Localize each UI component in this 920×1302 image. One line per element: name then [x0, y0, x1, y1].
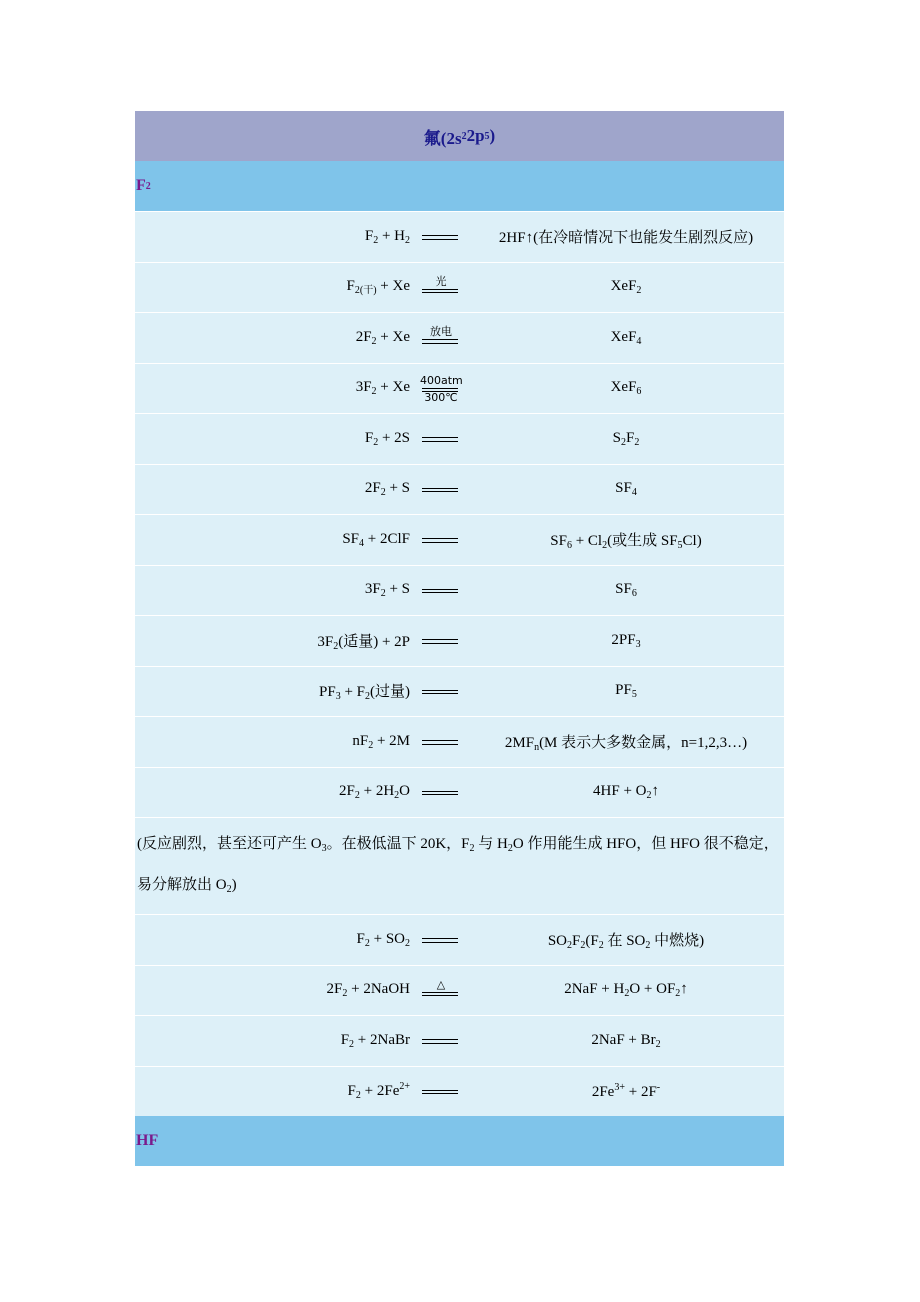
reaction-row [135, 914, 784, 965]
reaction-condition-bottom: 300℃ [424, 390, 458, 404]
reaction-equals-sign [420, 577, 462, 605]
reactants [317, 630, 410, 652]
formula-part: 6 [566, 539, 572, 551]
formula-part: (或生成 SF [607, 532, 678, 549]
equals-bar [422, 794, 458, 795]
formula-part: + Xe [376, 278, 410, 295]
equals-bar [422, 437, 458, 438]
formula-part: F [356, 930, 365, 947]
equals-bar [422, 992, 458, 993]
formula-part: + 2H [359, 783, 395, 800]
reactants [342, 531, 410, 549]
formula-part: 2F [355, 328, 372, 345]
reaction-row [135, 211, 784, 262]
products [466, 581, 786, 599]
reactants [347, 278, 410, 296]
reactants [356, 329, 410, 347]
equals-bar [422, 235, 458, 236]
formula-part: 2PF [611, 631, 636, 648]
formula-part: 2 [373, 234, 379, 246]
equals-bar [422, 1039, 458, 1040]
formula-part: SF [550, 532, 567, 549]
formula-part: + 2M [373, 732, 410, 749]
reactants [352, 733, 410, 751]
reaction-equals-sign [420, 678, 462, 706]
equals-bar [422, 488, 458, 489]
formula-part: 5 [677, 539, 683, 551]
formula-part: 2NaF + H [564, 981, 625, 998]
formula-part: 2 [333, 640, 339, 652]
formula-part: + 2F [624, 1083, 657, 1100]
formula-part: 2HF↑(在冷暗情况下也能发生剧烈反应) [498, 230, 754, 247]
reaction-row [135, 965, 784, 1016]
products [466, 1032, 786, 1050]
reaction-condition-top: 放电 [430, 325, 452, 338]
reaction-equals-sign [420, 728, 462, 756]
formula-part: XeF [610, 379, 637, 396]
equals-bar [422, 343, 458, 344]
reaction-condition-top: 光 [435, 274, 447, 288]
formula-part: 2 [598, 939, 604, 951]
formula-part: 2 [371, 386, 377, 398]
formula-part: 在 SO [603, 932, 646, 949]
formula-part: 2 [342, 988, 348, 1000]
equals-bar [422, 589, 458, 590]
equals-bar [422, 643, 458, 644]
formula-part: 2+ [399, 1081, 410, 1093]
formula-part: 2 [675, 988, 681, 1000]
formula-part: Cl) [682, 532, 702, 549]
formula-part: 2MF [504, 734, 535, 751]
reactants [357, 931, 410, 949]
formula-part: (反应剧烈，甚至还可产生 O [137, 836, 322, 852]
formula-part: 2 [226, 884, 232, 895]
formula-part: F [347, 1083, 356, 1100]
reaction-condition-top: 400atm [420, 373, 463, 387]
section-header-f2: F 2 [135, 161, 784, 211]
products [466, 731, 786, 753]
formula-part: 2F [326, 981, 343, 998]
equals-bar [422, 938, 458, 939]
formula-part: 2 [580, 939, 586, 951]
equals-bar [422, 1090, 458, 1091]
formula-part: PF [319, 684, 336, 701]
formula-part: 6 [636, 386, 642, 398]
formula-part: O + OF [629, 981, 676, 998]
formula-part: 2 [624, 988, 630, 1000]
reaction-row [135, 716, 784, 767]
equals-bar [422, 995, 458, 996]
formula-part: F [572, 932, 581, 949]
equals-bar [422, 942, 458, 943]
formula-part: SF [615, 581, 632, 598]
formula-part: 2 [405, 937, 410, 949]
reaction-row [135, 666, 784, 717]
formula-part: 4HF + O [593, 783, 647, 800]
reaction-equals-sign [420, 425, 462, 453]
formula-part: 2 [507, 843, 513, 854]
formula-part: 2 [405, 234, 410, 246]
formula-part: ) [231, 877, 237, 893]
products [466, 929, 786, 951]
formula-part: 2 [349, 1038, 355, 1050]
reaction-equals-sign [420, 526, 462, 554]
products [466, 981, 786, 999]
reaction-equals-sign [420, 977, 462, 1005]
formula-part: + 2NaBr [354, 1031, 410, 1048]
formula-part: 2 [567, 939, 573, 951]
formula-part: 2F [339, 783, 355, 800]
formula-part: 2 [636, 285, 642, 297]
formula-part: O [399, 783, 410, 800]
formula-part: PF [615, 682, 632, 699]
formula-part: (F [585, 932, 599, 949]
reactants [356, 379, 410, 397]
formula-part: O 作用能生成 HFO，但 HFO 很不稳定，易分解放出 O [137, 836, 779, 893]
reactants [365, 581, 410, 599]
reactants [341, 1032, 410, 1050]
formula-part: 2 [373, 436, 379, 448]
formula-part: + S [385, 581, 410, 598]
formula-part: 3 [335, 691, 341, 703]
products [466, 1082, 786, 1101]
formula-part: 3 [635, 638, 641, 650]
formula-part: 。在极低温下 20K，F [326, 836, 470, 852]
equals-bar [422, 538, 458, 539]
formula-part: SF [615, 480, 632, 497]
reactants [365, 480, 410, 498]
formula-part: 5 [631, 689, 637, 701]
formula-part: 2 [634, 436, 640, 448]
formula-part: 2 [645, 939, 651, 951]
formula-part: 与 H [474, 836, 508, 852]
formula-part: 2Fe [591, 1083, 615, 1100]
formula-part: + 2Fe [360, 1083, 400, 1100]
formula-part: + 2ClF [364, 530, 410, 547]
formula-part: ↑ [651, 783, 659, 800]
equals-bar [422, 292, 458, 293]
reaction-equals-sign [420, 223, 462, 251]
formula-part: F [364, 429, 374, 446]
equals-bar [422, 491, 458, 492]
formula-part: 2 [355, 1090, 361, 1102]
reaction-equals-sign [420, 926, 462, 954]
equals-bar [422, 639, 458, 640]
formula-part: F [340, 1031, 350, 1048]
formula-part: F [626, 429, 635, 446]
formula-part: 3F [317, 633, 334, 650]
products [466, 430, 786, 448]
formula-part: + Xe [376, 328, 410, 345]
equals-bar [422, 1093, 458, 1094]
formula-part: F [346, 278, 355, 295]
formula-part: XeF [610, 278, 637, 295]
reaction-row [135, 363, 784, 414]
formula-part: 2(干) [354, 285, 377, 297]
formula-part: XeF [610, 328, 637, 345]
formula-part: 2 [380, 588, 386, 600]
reaction-equals-sign [420, 1078, 462, 1106]
equals-bar [422, 744, 458, 745]
formula-part: 2 [469, 843, 475, 854]
formula-part: 3 [321, 843, 327, 854]
products [466, 529, 786, 551]
formula-part: 2 [602, 539, 608, 551]
reaction-equals-sign [420, 627, 462, 655]
reaction-condition-top: △ [436, 977, 446, 991]
equals-bar [422, 289, 458, 290]
formula-part: (过量) [370, 684, 410, 701]
products [466, 379, 786, 397]
reactants [339, 783, 410, 801]
reaction-row [135, 464, 784, 515]
reaction-row [135, 413, 784, 464]
formula-part: (适量) + 2P [338, 633, 410, 650]
equals-bar [422, 1043, 458, 1044]
reaction-equals-sign [420, 375, 462, 403]
section-header-hf: HF [135, 1116, 784, 1166]
formula-part: + S [385, 480, 410, 497]
products [466, 682, 786, 700]
equals-bar [422, 791, 458, 792]
formula-part: 中燃烧) [650, 932, 705, 949]
equals-bar [422, 239, 458, 240]
formula-part: 2 [368, 739, 374, 751]
formula-part: 2 [364, 937, 370, 949]
reaction-equals-sign [420, 274, 462, 302]
formula-part: 6 [631, 588, 637, 600]
formula-part: S [612, 429, 621, 446]
element-title: 氟(2s 2 2p 5 ) [135, 111, 784, 161]
products [466, 329, 786, 347]
reaction-row [135, 514, 784, 565]
reactants [365, 430, 410, 448]
formula-part: n [534, 741, 540, 753]
formula-part: SO [547, 932, 568, 949]
reaction-row [135, 767, 784, 818]
reaction-row [135, 262, 784, 313]
reaction-row [135, 1015, 784, 1066]
products [466, 480, 786, 498]
formula-part: + Xe [376, 379, 410, 396]
products [466, 632, 786, 650]
reaction-equals-sign [420, 324, 462, 352]
formula-part: 2 [646, 790, 652, 802]
equals-bar [422, 592, 458, 593]
products [466, 278, 786, 296]
formula-part: 2 [621, 436, 626, 448]
reaction-equals-sign [420, 779, 462, 807]
formula-part: + SO [369, 930, 405, 947]
formula-part: 2 [394, 790, 400, 802]
formula-part: 3+ [614, 1081, 625, 1093]
reaction-list-2 [135, 914, 784, 1116]
reaction-note [135, 817, 784, 914]
reaction-row [135, 1066, 784, 1117]
formula-part: 2 [380, 487, 386, 499]
formula-part: 2 [655, 1038, 661, 1050]
formula-part: 2 [354, 790, 360, 802]
formula-part: ↑ [680, 981, 688, 998]
equals-bar [422, 388, 458, 389]
formula-part: 3F [364, 581, 381, 598]
reactants [348, 1081, 410, 1101]
formula-part: 2 [365, 691, 370, 703]
formula-part: (M 表示大多数金属，n=1,2,3…) [539, 734, 748, 751]
reaction-equals-sign [420, 476, 462, 504]
equals-bar [422, 339, 458, 340]
reactants [327, 981, 410, 999]
formula-part: 2 [371, 335, 377, 347]
reaction-row [135, 565, 784, 616]
formula-part: + H [378, 227, 405, 244]
products [466, 783, 786, 801]
formula-part: SF [342, 530, 360, 547]
equals-bar [422, 441, 458, 442]
equals-bar [422, 693, 458, 694]
formula-part: + 2S [378, 429, 410, 446]
formula-part: 4 [631, 487, 637, 499]
equals-bar [422, 740, 458, 741]
formula-part: - [656, 1081, 661, 1093]
reaction-sheet [135, 111, 784, 1166]
products [466, 226, 786, 247]
formula-part: + F [340, 684, 365, 701]
equals-bar [422, 690, 458, 691]
formula-part: F [364, 227, 374, 244]
reaction-equals-sign [420, 1027, 462, 1055]
reaction-list [135, 211, 784, 817]
formula-part: + 2NaOH [347, 981, 410, 998]
reaction-row [135, 615, 784, 666]
equals-bar [422, 542, 458, 543]
formula-part: 4 [636, 335, 642, 347]
formula-part: 2F [364, 480, 381, 497]
formula-part: nF [352, 732, 369, 749]
reactants [319, 680, 410, 702]
formula-part: 2NaF + Br [591, 1031, 656, 1048]
formula-part: 4 [359, 537, 365, 549]
formula-part: 3F [355, 379, 372, 396]
reactants [365, 228, 410, 246]
reaction-row [135, 312, 784, 363]
formula-part: + Cl [571, 532, 603, 549]
